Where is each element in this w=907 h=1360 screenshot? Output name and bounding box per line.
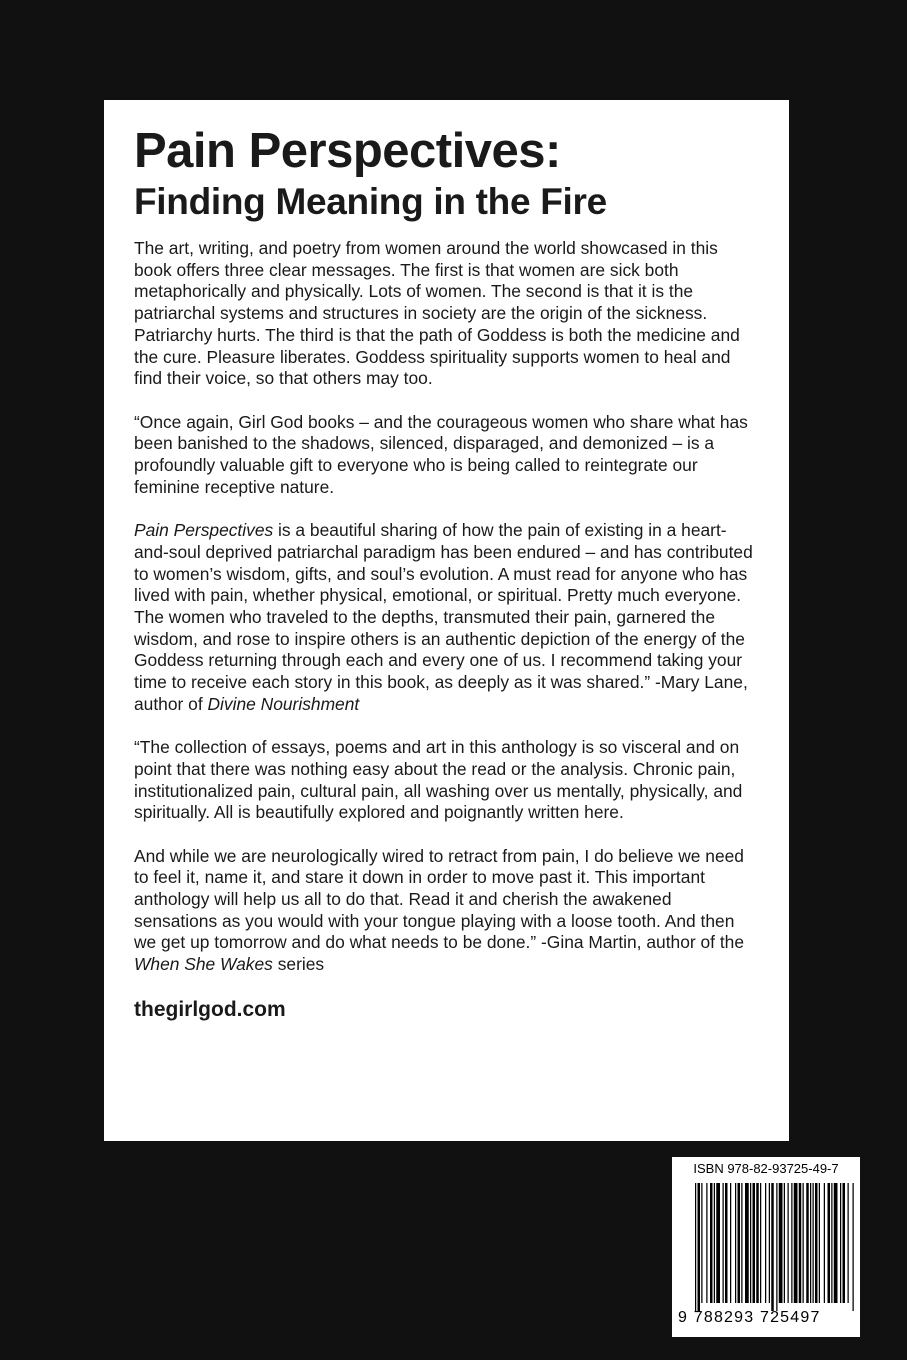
barcode-bar: [735, 1183, 736, 1303]
barcode-bar: [794, 1183, 798, 1303]
barcode-bar: [806, 1183, 809, 1303]
barcode-bar: [831, 1183, 832, 1303]
barcode-bar: [840, 1183, 841, 1303]
barcode-bar: [843, 1183, 846, 1303]
barcode-bar: [819, 1183, 820, 1303]
blurb-paragraph-intro: The art, writing, and poetry from women around the world showcased in this book offers three clear messages. The first is that women are sick both metaphorically and physically. Lots of women. The second is that it is the patriarchal systems and structures in society are the origin of the sickness. Patriarchy hurts. The third is that the path of Goddess is both the medicine and the cure. Pleasure liberates. Goddess spirituality supports women to heal and find their voice, so that others may too.: [134, 238, 740, 389]
barcode-bar: [771, 1183, 774, 1311]
testimonial-gina-martin-part1: “The collection of essays, poems and art in this anthology is so visceral and on point that there was nothing easy about the read or the analysis. Chronic pain, institutionalized pain, cultural pain, all washing over us mentally, physically, and spiritually. All is beautifully explored and poignantly written here.: [134, 737, 743, 823]
book-title: Pain Perspectives:: [134, 124, 561, 178]
barcode-bar: [813, 1183, 814, 1303]
barcode-bar: [738, 1183, 741, 1303]
barcode-bar: [745, 1183, 749, 1303]
testimonial-text: And while we are neurologically wired to retract from pain, I do believe we need to feel it, name it, and stare it down in order to move past it. This important anthology will help us all to do that. Read it and cherish the awakened sensations as you would with your tongue playing with a loose tooth. And then we get up tomorrow and do what needs to be done.” -Gina Martin, author of the: [134, 845, 744, 953]
barcode-bar: [784, 1183, 785, 1303]
barcode-bar: [723, 1183, 724, 1303]
barcode-bar: [716, 1183, 720, 1303]
barcode-bar: [760, 1183, 761, 1303]
back-cover-panel: [104, 100, 789, 1141]
barcode-bar: [824, 1183, 825, 1303]
barcode-bar: [815, 1183, 818, 1303]
website-url: thegirlgod.com: [134, 997, 286, 1021]
barcode-bar: [834, 1183, 838, 1303]
barcode-bar: [695, 1183, 696, 1311]
barcode-bar: [776, 1183, 777, 1311]
barcode-bar: [756, 1183, 759, 1303]
testimonial-mary-lane-part2: [134, 520, 759, 715]
blurb-body: [134, 238, 759, 976]
book-title-italic: Pain Perspectives: [134, 520, 274, 541]
barcode-bar: [803, 1183, 804, 1303]
barcode-bar: [828, 1183, 831, 1303]
barcode-bar: [791, 1183, 792, 1303]
barcode-bar: [750, 1183, 751, 1303]
barcode-bar: [753, 1183, 756, 1303]
barcode-bar: [779, 1183, 783, 1303]
barcode-bar: [741, 1183, 742, 1303]
barcode-bar: [710, 1183, 713, 1303]
testimonial-mary-lane-part1: “Once again, Girl God books – and the courageous women who share what has been banished to the shadows, silenced, disparaged, and demonized – is a profoundly valuable gift to everyone who is being called to reintegrate our feminine receptive nature.: [134, 411, 748, 497]
barcode-bar: [799, 1183, 802, 1303]
isbn-label: ISBN 978-82-93725-49-7: [693, 1161, 839, 1176]
cited-book-when-she-wakes: When She Wakes: [134, 954, 273, 975]
barcode-bar: [701, 1183, 702, 1303]
barcode-bar: [725, 1183, 728, 1303]
barcode-bar: [714, 1183, 715, 1303]
barcode-bar: [788, 1183, 789, 1303]
testimonial-text: is a beautiful sharing of how the pain of existing in a heart-and-soul deprived patriarchal paradigm has been endured – and has contributed to women’s wisdom, gifts, and soul’s evolution. A must read for anyone who has lived with pain, whether physical, emotional, or spiritual. Pretty much everyone. The women who traveled to the depths, transmuted their pain, garnered the wisdom, and rose to inspire others is an authentic depiction of the energy of the Goddess returning through each and every one of us. I recommend taking your time to receive each story in this book, as deeply as it was shared.” -Mary Lane, author of: [134, 520, 753, 714]
cited-book-divine-nourishment: Divine Nourishment: [207, 693, 360, 714]
barcode-icon: [695, 1183, 855, 1311]
barcode-bar: [765, 1183, 766, 1303]
barcode-bar: [848, 1183, 849, 1303]
barcode-bar: [706, 1183, 707, 1303]
book-subtitle: Finding Meaning in the Fire: [134, 181, 607, 222]
isbn-barcode-box: [672, 1157, 860, 1337]
barcode-bar: [730, 1183, 731, 1303]
barcode-digits: 9 788293 725497: [678, 1309, 821, 1326]
barcode-bar: [698, 1183, 701, 1311]
barcode-bar: [810, 1183, 811, 1303]
barcode-bar: [769, 1183, 770, 1303]
testimonial-suffix: series: [272, 954, 325, 975]
testimonial-gina-martin-part2: [134, 846, 759, 976]
barcode-bar: [853, 1183, 854, 1311]
